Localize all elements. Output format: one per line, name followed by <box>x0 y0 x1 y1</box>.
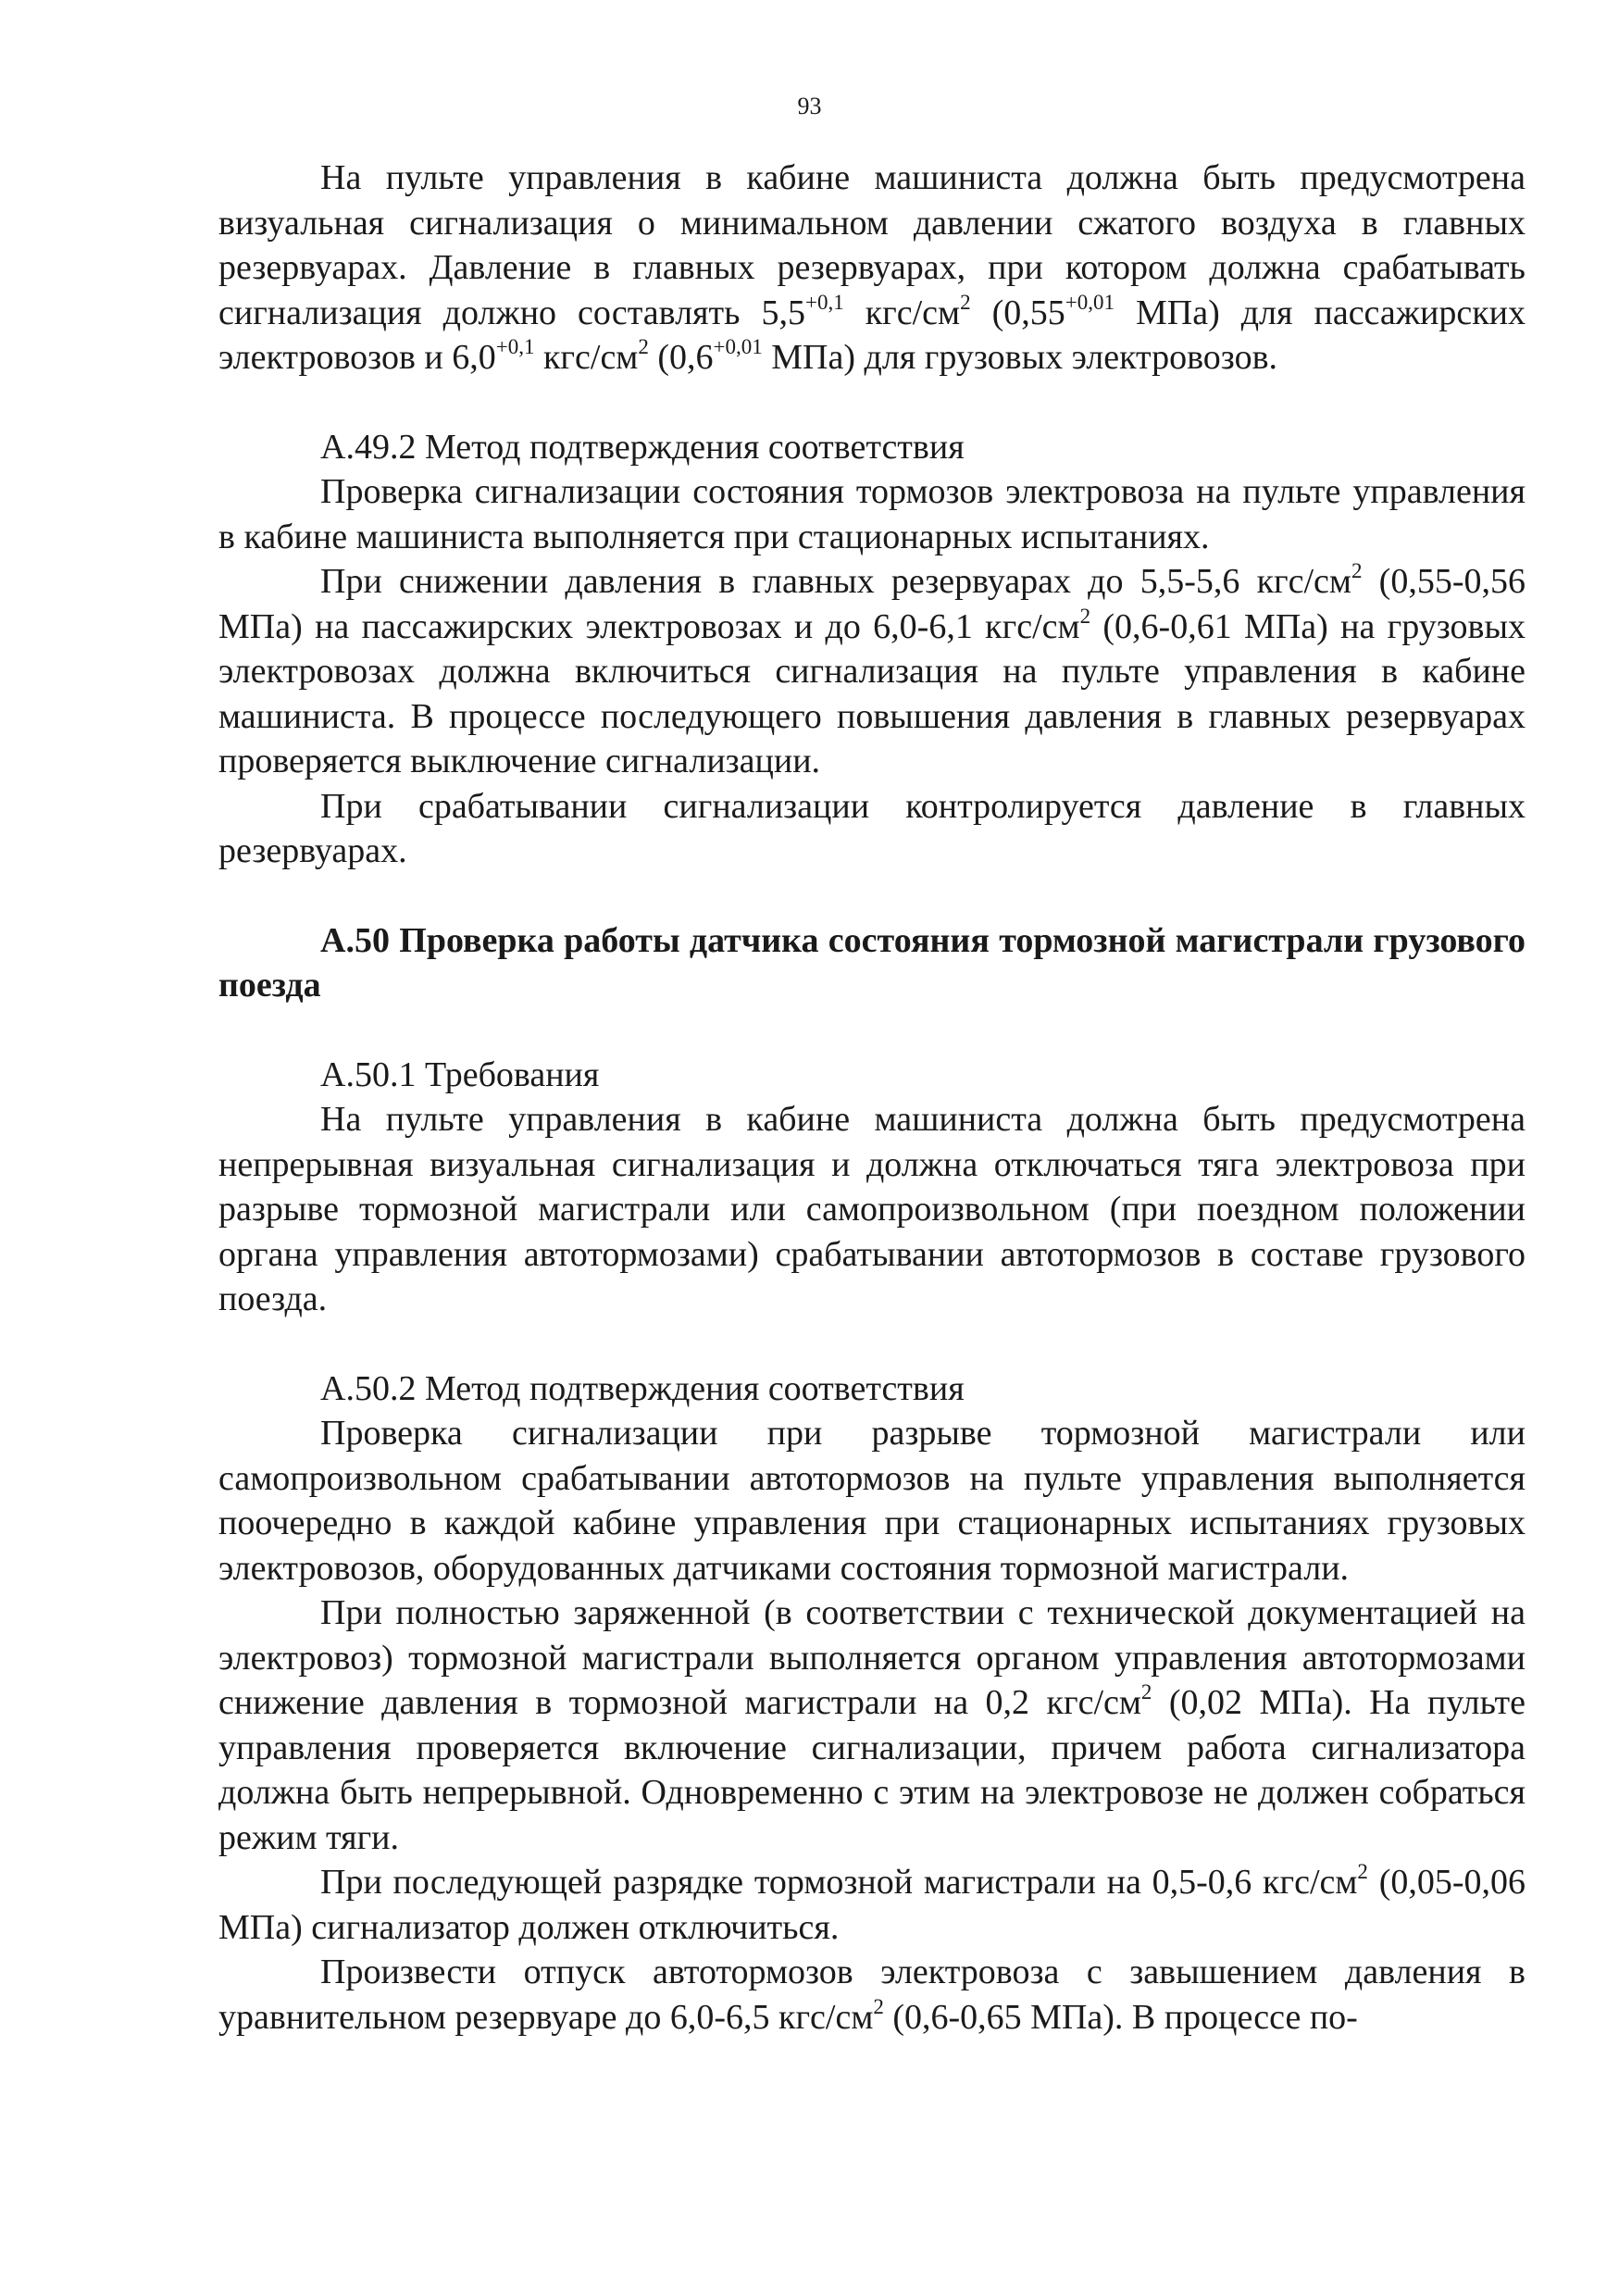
superscript: 2 <box>1140 1680 1152 1704</box>
text-run: кгс/см <box>534 338 639 377</box>
body-paragraph <box>218 1591 1526 1860</box>
body-paragraph <box>218 1950 1526 2040</box>
body-paragraph <box>218 784 1526 874</box>
superscript: +0,01 <box>713 335 763 359</box>
superscript: 2 <box>638 335 649 359</box>
text-run: А.50.2 Метод подтверждения соответствия <box>320 1368 965 1408</box>
section-heading <box>218 918 1526 1008</box>
text-run: кгс/см <box>843 293 961 332</box>
text-run: При полностью заряженной (в соответствии с технической документацией на электровоз) тормозной магистрали выполняется органом управления автотормозами снижение давления в тормозной магистрали на 0,2 кгс/см <box>218 1593 1526 1722</box>
text-run: (0,02 МПа). На пульте управления проверяется включение сигнализации, причем работа сигнализатора должна быть непрерывной. Одновременно с этим на электровозе не должен собраться режим тяги. <box>218 1683 1526 1857</box>
text-run: (0,55-0,56 МПа) на пассажирских электровозах и до 6,0-6,1 кгс/см <box>218 562 1526 646</box>
text-run: (0,6-0,61 МПа) на грузовых электровозах должна включиться сигнализация на пульте управления в кабине машиниста. В процессе последующего повышения давления в главных резервуарах проверяется выключение сигнализации. <box>218 606 1526 780</box>
document-body <box>218 156 1526 2040</box>
section-spacer <box>218 381 1526 425</box>
text-run: МПа) для пассажирских электровозов и 6,0 <box>218 293 1526 377</box>
page-number: 93 <box>797 93 822 119</box>
text-run: При снижении давления в главных резервуарах до 5,5-5,6 кгс/см <box>320 562 1351 601</box>
superscript: +0,1 <box>804 290 844 314</box>
text-run: На пульте управления в кабине машиниста должна быть предусмотрена визуальная сигнализация о минимальном давлении сжатого воздуха в главных резервуарах. Давление в главных резервуарах, при котором должна срабатывать сигнализация должно составлять 5,5 <box>218 158 1526 332</box>
text-run: При срабатывании сигнализации контролируется давление в главных резервуарах. <box>218 786 1526 870</box>
body-paragraph <box>218 559 1526 784</box>
subsection-heading <box>218 1366 1526 1412</box>
body-paragraph <box>218 1411 1526 1591</box>
text-run: (0,05-0,06 МПа) сигнализатор должен отключиться. <box>218 1863 1526 1947</box>
body-paragraph <box>218 1860 1526 1950</box>
subsection-heading <box>218 425 1526 470</box>
superscript: +0,01 <box>1065 290 1115 314</box>
body-paragraph <box>218 156 1526 381</box>
superscript: 2 <box>960 290 971 314</box>
text-run: А.49.2 Метод подтверждения соответствия <box>320 427 965 467</box>
text-run: (0,55 <box>970 293 1065 332</box>
text-run: А.50.1 Требования <box>320 1054 600 1094</box>
text-run: Проверка сигнализации состояния тормозов электровоза на пульте управления в кабине машиниста выполняется при стационарных испытаниях. <box>218 472 1526 556</box>
section-spacer <box>218 1322 1526 1366</box>
text-run: МПа) для грузовых электровозов. <box>762 338 1278 377</box>
superscript: +0,1 <box>495 335 535 359</box>
superscript: 2 <box>1357 1860 1368 1884</box>
section-spacer <box>218 874 1526 918</box>
text-run: Проверка сигнализации при разрыве тормозной магистрали или самопроизвольном срабатывании автотормозов на пульте управления выполняется поочередно в каждой кабине управления при стационарных испытаниях грузовых электровозов, оборудованных датчиками состояния тормозной магистрали. <box>218 1414 1526 1588</box>
text-run: Произвести отпуск автотормозов электровоза с завышением давления в уравнительном резервуаре до 6,0-6,5 кгс/см <box>218 1953 1526 2037</box>
superscript: 2 <box>1351 559 1363 583</box>
text-run: При последующей разрядке тормозной магистрали на 0,5-0,6 кгс/см <box>320 1863 1358 1902</box>
body-paragraph <box>218 1097 1526 1322</box>
body-paragraph <box>218 469 1526 559</box>
superscript: 2 <box>873 1994 884 2018</box>
text-run: На пульте управления в кабине машиниста должна быть предусмотрена непрерывная визуальная сигнализация и должна отключаться тяга электровоза при разрыве тормозной магистрали или самопроизвольном (при поездном положении органа управления автотормозами) срабатывании автотормозов в составе грузового поезда. <box>218 1100 1526 1318</box>
subsection-heading <box>218 1053 1526 1098</box>
text-run: (0,6 <box>648 338 714 377</box>
section-spacer <box>218 1008 1526 1053</box>
text-run: А.50 Проверка работы датчика состояния тормозной магистрали грузового поезда <box>218 920 1526 1004</box>
superscript: 2 <box>1079 604 1091 628</box>
text-run: (0,6-0,65 МПа). В процессе по- <box>883 1997 1358 2037</box>
